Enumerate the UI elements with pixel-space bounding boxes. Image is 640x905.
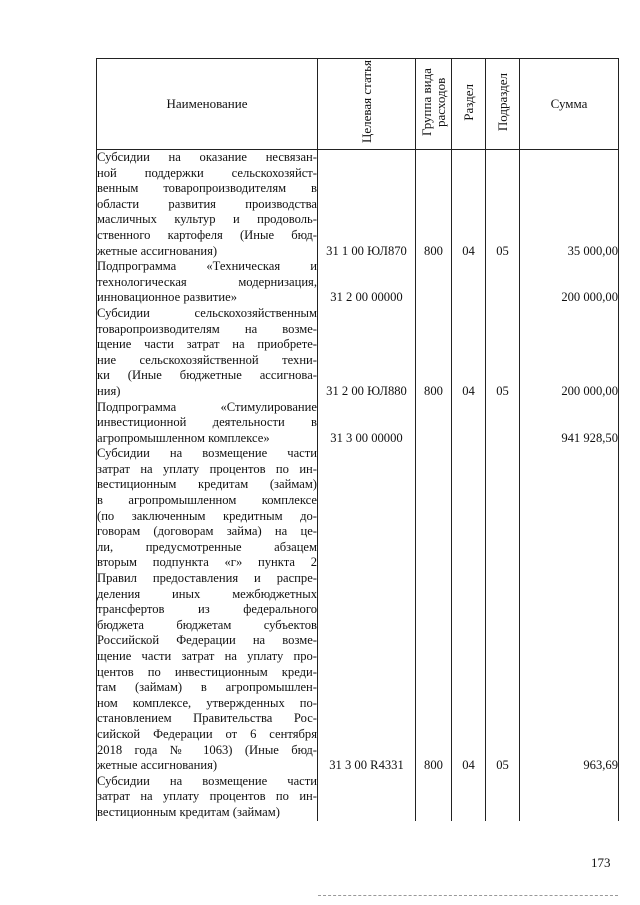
- header-amount: Сумма: [520, 59, 619, 150]
- row-name-line: ки (Иные бюджетные ассигнова-: [97, 368, 317, 383]
- row-amount: 941 928,50: [520, 400, 619, 447]
- row-name-line: вестиционным кредитам (займам): [97, 804, 280, 819]
- row-section: 04: [452, 150, 486, 260]
- row-name-line: Правил предоставления и распре-: [97, 571, 317, 586]
- row-name-line: ли, предусмотренные абзацем: [97, 539, 317, 554]
- row-group: [416, 400, 452, 447]
- row-name-line: Субсидии на возмещение части: [97, 446, 317, 461]
- row-amount: 963,69: [520, 446, 619, 773]
- table-body: [97, 150, 619, 821]
- row-name-line: вестиционным кредитам (займам): [97, 477, 317, 492]
- row-group: 800: [416, 306, 452, 400]
- row-name-line: щение части затрат на приобрете-: [97, 337, 317, 352]
- row-amount: [520, 774, 619, 821]
- table-header-row: [97, 59, 619, 150]
- row-name-line: инновационное развитие»: [97, 290, 238, 305]
- header-code: Целевая статья: [318, 59, 416, 150]
- row-name-line: ственного картофеля (Иные бюд-: [97, 227, 317, 242]
- row-group: [416, 774, 452, 821]
- page-number: 173: [591, 855, 611, 870]
- row-name-line: жетные ассигнования): [97, 758, 218, 773]
- row-name-line: (по заключенным кредитным до-: [97, 508, 317, 523]
- row-section: [452, 400, 486, 447]
- row-name: [97, 400, 318, 447]
- row-group: 800: [416, 446, 452, 773]
- row-code: 31 3 00 00000: [318, 400, 416, 447]
- header-group: Группа вида расходов: [416, 59, 452, 150]
- row-section: 04: [452, 306, 486, 400]
- row-group: 800: [416, 150, 452, 260]
- row-name-line: вторым подпункта «г» пункта 2: [97, 555, 317, 570]
- row-code: 31 2 00 ЮЛ880: [318, 306, 416, 400]
- row-name-line: товаропроизводителям на возме-: [97, 321, 317, 336]
- row-name: [97, 306, 318, 400]
- row-subsection: [486, 259, 520, 306]
- row-section: 04: [452, 446, 486, 773]
- row-name-line: Субсидии сельскохозяйственным: [97, 305, 317, 320]
- row-name-line: венным товаропроизводителям в: [97, 181, 317, 196]
- row-group: [416, 259, 452, 306]
- row-name-line: там (займам) в агропромышлен-: [97, 680, 317, 695]
- row-name-line: области развития производства: [97, 196, 317, 211]
- footer-divider: [318, 895, 618, 896]
- row-section: [452, 774, 486, 821]
- row-amount: 200 000,00: [520, 306, 619, 400]
- row-name-line: затрат на уплату процентов по ин-: [97, 461, 317, 476]
- row-subsection: 05: [486, 150, 520, 260]
- header-subsection: Подраздел: [486, 59, 520, 150]
- row-name-line: ния): [97, 383, 121, 398]
- row-name-line: ном комплексе, утвержденных по-: [97, 695, 317, 710]
- row-name-line: агропромышленном комплексе»: [97, 430, 270, 445]
- row-code: [318, 774, 416, 821]
- row-subsection: [486, 400, 520, 447]
- row-name-line: центов по инвестиционным креди-: [97, 664, 317, 679]
- row-name-line: деления иных межбюджетных: [97, 586, 317, 601]
- row-subsection: [486, 774, 520, 821]
- row-name-line: масличных культур и продоволь-: [97, 212, 317, 227]
- table-row: [97, 446, 619, 773]
- row-name-line: 2018 года № 1063) (Иные бюд-: [97, 742, 317, 757]
- table-row: [97, 400, 619, 447]
- row-amount: 35 000,00: [520, 150, 619, 260]
- row-name-line: Субсидии на возмещение части: [97, 773, 317, 788]
- row-name-line: сийской Федерации от 6 сентября: [97, 726, 317, 741]
- row-name-line: затрат на уплату процентов по ин-: [97, 789, 317, 804]
- row-code: 31 1 00 ЮЛ870: [318, 150, 416, 260]
- row-name: [97, 446, 318, 773]
- row-name: [97, 774, 318, 821]
- row-amount: 200 000,00: [520, 259, 619, 306]
- row-name-line: говорам (договорам займа) на це-: [97, 524, 317, 539]
- row-code: 31 2 00 00000: [318, 259, 416, 306]
- row-name-line: ной поддержки сельскохозяйст-: [97, 165, 317, 180]
- table-row: [97, 150, 619, 260]
- row-subsection: 05: [486, 446, 520, 773]
- budget-table: [96, 58, 619, 821]
- row-name-line: ние сельскохозяйственной техни-: [97, 352, 317, 367]
- row-name-line: Подпрограмма «Техническая и: [97, 259, 317, 274]
- table-row: [97, 259, 619, 306]
- row-name: [97, 150, 318, 260]
- row-section: [452, 259, 486, 306]
- row-name-line: технологическая модернизация,: [97, 274, 317, 289]
- row-name-line: щение части затрат на уплату про-: [97, 649, 317, 663]
- table-row: [97, 306, 619, 400]
- header-section: Раздел: [452, 59, 486, 150]
- row-name-line: трансфертов из федерального: [97, 602, 317, 617]
- table-row: [97, 774, 619, 821]
- row-name-line: инвестиционной деятельности в: [97, 415, 317, 430]
- row-name-line: становлением Правительства Рос-: [97, 711, 317, 726]
- row-name-line: Субсидии на оказание несвязан-: [97, 150, 317, 164]
- header-name: Наименование: [97, 59, 318, 150]
- row-subsection: 05: [486, 306, 520, 400]
- row-name-line: Российской Федерации на возме-: [97, 633, 317, 648]
- row-code: 31 3 00 R4331: [318, 446, 416, 773]
- row-name-line: в агропромышленном комплексе: [97, 493, 317, 508]
- row-name-line: жетные ассигнования): [97, 243, 218, 258]
- row-name: [97, 259, 318, 306]
- row-name-line: бюджета бюджетам субъектов: [97, 617, 317, 632]
- row-name-line: Подпрограмма «Стимулирование: [97, 399, 317, 414]
